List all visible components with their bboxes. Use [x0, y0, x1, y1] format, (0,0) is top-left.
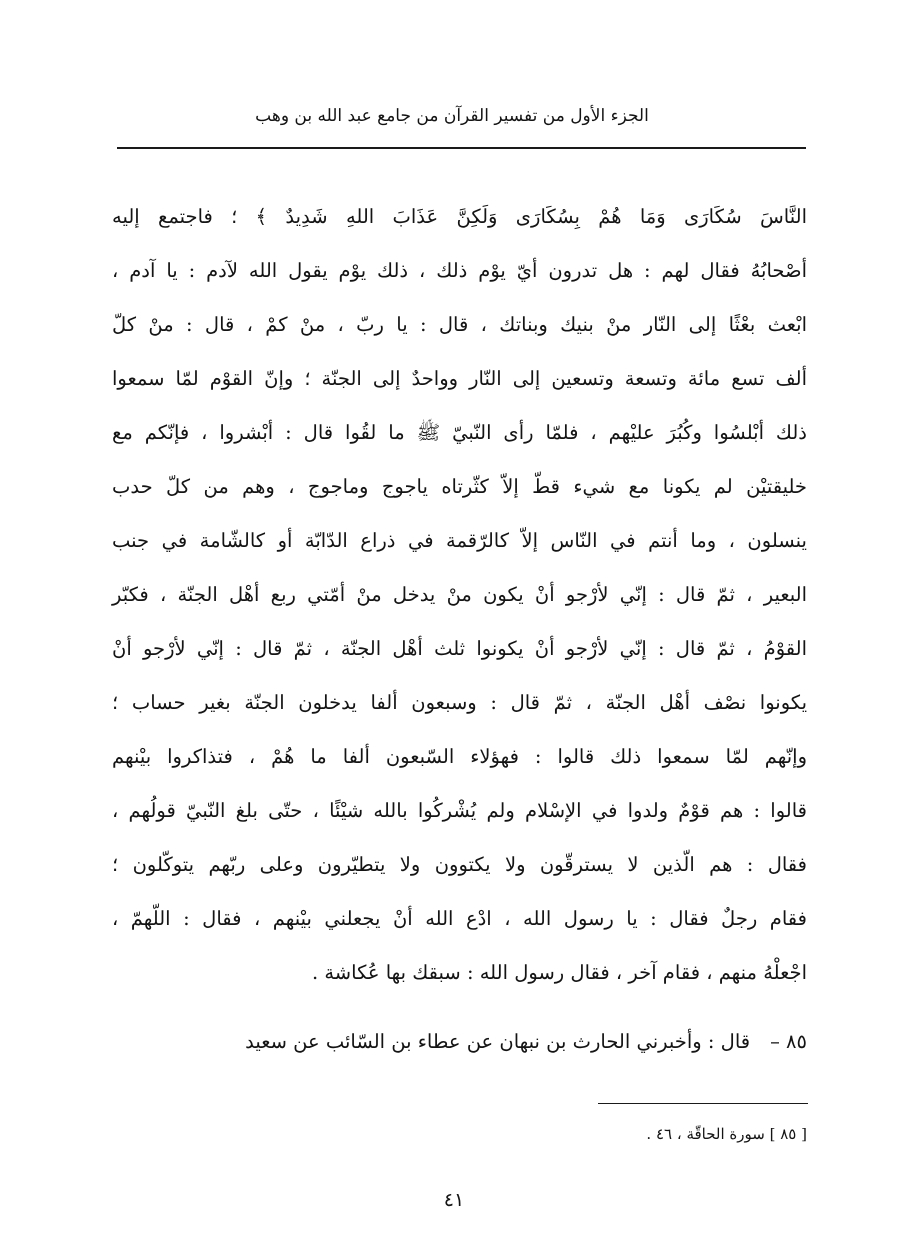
text-line: يكونوا نصْف أهْل الجنّة ، ثمّ قال : وسبعون ألفا يدخلون الجنّة بغير حساب ؛ — [112, 691, 807, 714]
header-rule — [117, 147, 806, 149]
footnote: [ ٨٥ ] سورة الحاقّة ، ٤٦ . — [646, 1125, 807, 1143]
text-line: ابْعث بعْثًا إلى النّار منْ بنيك وبناتك ، قال : يا ربّ ، منْ كمْ ، قال : منْ كلّ — [112, 313, 807, 336]
text-line: النَّاسَ سُكَارَى وَمَا هُمْ بِسُكَارَى وَلَكِنَّ عَذَابَ اللهِ شَدِيدٌ ﴾ ؛ فاجتمع إليه — [112, 205, 807, 228]
text-line: قالوا : هم قوْمٌ ولدوا في الإسْلام ولم يُشْركُوا بالله شيْئًا ، حتّى بلغ النّبيّ قولُهم ، — [112, 799, 807, 822]
hadith-opening — [112, 1022, 807, 1062]
text-line: القوْمُ ، ثمّ قال : إنّي لأرْجو أنْ يكونوا ثلث أهْل الجنّة ، ثمّ قال : إنّي لأرْجو أنْ — [112, 637, 807, 660]
text-line: فقام رجلٌ فقال : يا رسول الله ، ادْع الله أنْ يجعلني بيْنهم ، فقال : اللّهمّ ، — [112, 907, 807, 930]
text-line: أصْحابُهُ فقال لهم : هل تدرون أيّ يوْم ذلك ، ذلك يوْم يقول الله لآدم : يا آدم ، — [112, 259, 807, 282]
footnote-separator — [598, 1103, 808, 1104]
hadith-number: ٨٥ – — [770, 1030, 807, 1053]
text-line: ينسلون ، وما أنتم في النّاس إلاّ كالرّقمة في ذراع الدّابّة أو كالشّامة في جنب — [112, 529, 807, 552]
running-header: الجزء الأول من تفسير القرآن من جامع عبد الله بن وهب — [255, 106, 649, 126]
text-line: البعير ، ثمّ قال : إنّي لأرْجو أنْ يكون منْ يدخل منْ أمّتي ربع أهْل الجنّة ، فكبّر — [112, 583, 807, 606]
text-line: ألف تسع مائة وتسعة وتسعين إلى النّار وواحدٌ إلى الجنّة ؛ وإنّ القوْم لمّا سمعوا — [112, 367, 807, 390]
text-line: اجْعلْهُ منهم ، فقام آخر ، فقال رسول الله : سبقك بها عُكاشة . — [311, 961, 807, 984]
text-line: وإنّهم لمّا سمعوا ذلك قالوا : فهؤلاء السّبعون ألفا ما هُمْ ، فتذاكروا بيْنهم — [112, 745, 807, 768]
text-line: فقال : هم الّذين لا يسترقّون ولا يكتوون ولا يتطيّرون وعلى ربّهم يتوكّلون ؛ — [112, 853, 807, 876]
text-line: خليقتيْن لم يكونا مع شيء قطّ إلاّ كثّرتاه ياجوج وماجوج ، وهم من كلّ حدب — [112, 475, 807, 498]
hadith-text: قال : وأخبرني الحارث بن نبهان عن عطاء بن السّائب عن سعيد — [245, 1030, 751, 1053]
page-number: ٤١ — [443, 1189, 465, 1211]
text-line: ذلك أبْلسُوا وكُبُرَ عليْهم ، فلمّا رأى النّبيّ ﷺ ما لقُوا قال : أبْشروا ، فإنّكم مع — [112, 421, 807, 444]
main-text — [112, 190, 807, 1000]
